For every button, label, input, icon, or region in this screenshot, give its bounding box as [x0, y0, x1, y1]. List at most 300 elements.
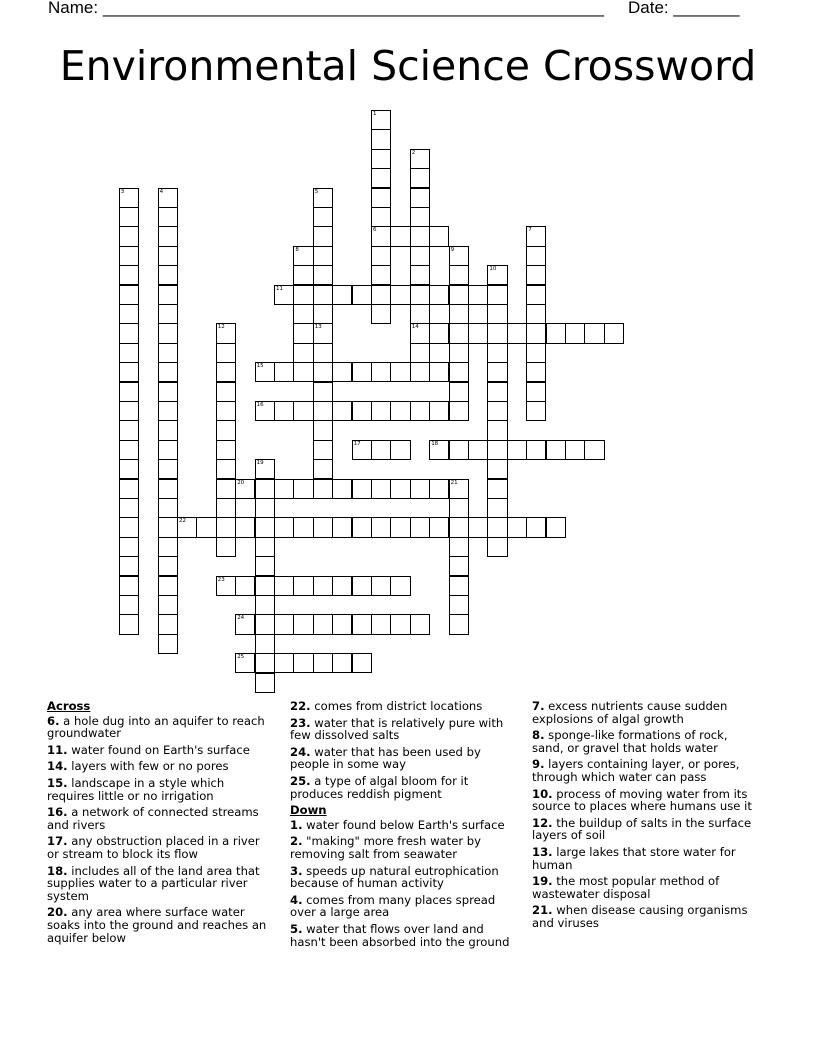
grid-cell[interactable]: [371, 304, 391, 324]
grid-cell[interactable]: [255, 634, 275, 654]
grid-cell[interactable]: [235, 576, 255, 596]
grid-cell[interactable]: [313, 382, 333, 402]
grid-cell[interactable]: [352, 653, 372, 673]
grid-cell[interactable]: [313, 459, 333, 479]
grid-cell[interactable]: [216, 420, 236, 440]
grid-cell[interactable]: [313, 188, 333, 208]
grid-cell[interactable]: [158, 382, 178, 402]
grid-cell[interactable]: [255, 556, 275, 576]
grid-cell[interactable]: [293, 246, 313, 266]
grid-cell[interactable]: [158, 343, 178, 363]
grid-cell[interactable]: [313, 362, 333, 382]
grid-cell[interactable]: [177, 517, 197, 537]
grid-cell[interactable]: [507, 517, 527, 537]
grid-cell[interactable]: [487, 401, 507, 421]
grid-cell[interactable]: [449, 614, 469, 634]
grid-cell[interactable]: [410, 168, 430, 188]
clue-number: 24.: [290, 744, 311, 759]
grid-cell[interactable]: [255, 362, 275, 382]
grid-cell[interactable]: [313, 265, 333, 285]
grid-cell[interactable]: [526, 343, 546, 363]
grid-cell[interactable]: [371, 479, 391, 499]
grid-cell[interactable]: [293, 265, 313, 285]
grid-cell[interactable]: [119, 420, 139, 440]
grid-cell[interactable]: [526, 517, 546, 537]
clue-number-label: 5: [314, 188, 319, 195]
grid-cell[interactable]: [526, 285, 546, 305]
grid-cell[interactable]: [449, 576, 469, 596]
grid-cell[interactable]: [526, 246, 546, 266]
grid-cell[interactable]: [313, 420, 333, 440]
grid-cell[interactable]: [410, 323, 430, 343]
grid-cell[interactable]: [293, 343, 313, 363]
grid-cell[interactable]: [313, 207, 333, 227]
grid-cell[interactable]: [429, 401, 449, 421]
grid-cell[interactable]: [119, 362, 139, 382]
clue-number-label: 4: [159, 188, 164, 195]
clue-number-label: 24: [237, 615, 245, 622]
grid-cell[interactable]: [410, 285, 430, 305]
grid-cell[interactable]: [274, 479, 294, 499]
grid-cell[interactable]: [371, 614, 391, 634]
grid-cell[interactable]: [390, 576, 410, 596]
grid-cell[interactable]: [119, 207, 139, 227]
grid-cell[interactable]: [235, 614, 255, 634]
grid-cell[interactable]: [119, 576, 139, 596]
grid-cell[interactable]: [274, 401, 294, 421]
grid-cell[interactable]: [216, 401, 236, 421]
grid-cell[interactable]: [332, 653, 352, 673]
grid-cell[interactable]: [449, 304, 469, 324]
grid-cell[interactable]: [235, 479, 255, 499]
grid-cell[interactable]: [158, 285, 178, 305]
grid-cell[interactable]: [371, 362, 391, 382]
grid-cell[interactable]: [313, 323, 333, 343]
grid-cell[interactable]: [449, 343, 469, 363]
clue-number: 1.: [290, 817, 303, 832]
grid-cell[interactable]: [449, 498, 469, 518]
grid-cell[interactable]: [371, 440, 391, 460]
grid-cell[interactable]: [487, 285, 507, 305]
grid-cell[interactable]: [216, 498, 236, 518]
grid-cell[interactable]: [158, 420, 178, 440]
grid-cell[interactable]: [274, 285, 294, 305]
grid-cell[interactable]: [371, 285, 391, 305]
clue-text: a hole dug into an aquifer to reach groundwater: [47, 713, 265, 741]
grid-cell[interactable]: [216, 382, 236, 402]
grid-cell[interactable]: [371, 188, 391, 208]
grid-cell[interactable]: [313, 343, 333, 363]
clue-text: a network of connected streams and rivers: [47, 805, 259, 832]
grid-cell[interactable]: [526, 323, 546, 343]
grid-cell[interactable]: [449, 479, 469, 499]
grid-cell[interactable]: [352, 479, 372, 499]
grid-cell[interactable]: [313, 304, 333, 324]
grid-cell[interactable]: [158, 188, 178, 208]
grid-cell[interactable]: [216, 362, 236, 382]
grid-cell[interactable]: [332, 614, 352, 634]
grid-cell[interactable]: [371, 129, 391, 149]
clue-number: 10.: [532, 786, 553, 801]
grid-cell[interactable]: [410, 614, 430, 634]
grid-cell[interactable]: [487, 498, 507, 518]
clue-number: 5.: [290, 921, 303, 936]
grid-cell[interactable]: [526, 401, 546, 421]
grid-cell[interactable]: [487, 517, 507, 537]
grid-cell[interactable]: [429, 362, 449, 382]
grid-cell[interactable]: [313, 246, 333, 266]
clue-number-label: 20: [237, 479, 245, 486]
grid-cell[interactable]: [352, 285, 372, 305]
grid-cell[interactable]: [158, 265, 178, 285]
grid-cell[interactable]: [410, 479, 430, 499]
grid-cell[interactable]: [487, 343, 507, 363]
name-label: Name:: [48, 0, 99, 17]
grid-cell[interactable]: [293, 401, 313, 421]
grid-cell[interactable]: [449, 595, 469, 615]
clue-number: 21.: [532, 903, 553, 918]
grid-cell[interactable]: [449, 556, 469, 576]
grid-cell[interactable]: [293, 576, 313, 596]
down-clue: [290, 923, 518, 948]
down-heading: Down: [290, 803, 327, 818]
across-clue: [47, 865, 275, 903]
grid-cell[interactable]: [158, 323, 178, 343]
grid-cell[interactable]: [352, 517, 372, 537]
grid-cell[interactable]: [313, 576, 333, 596]
grid-cell[interactable]: [371, 110, 391, 130]
clue-number-label: 22: [179, 518, 186, 525]
grid-cell[interactable]: [158, 614, 178, 634]
grid-cell[interactable]: [158, 362, 178, 382]
grid-cell[interactable]: [487, 382, 507, 402]
grid-cell[interactable]: [449, 285, 469, 305]
grid-cell[interactable]: [565, 440, 585, 460]
grid-cell[interactable]: [429, 285, 449, 305]
grid-cell[interactable]: [468, 323, 488, 343]
grid-cell[interactable]: [255, 459, 275, 479]
grid-cell[interactable]: [410, 265, 430, 285]
grid-cell[interactable]: [119, 537, 139, 557]
grid-cell[interactable]: [293, 614, 313, 634]
grid-cell[interactable]: [410, 149, 430, 169]
clue-number: 16.: [47, 805, 68, 820]
clue-number: 11.: [47, 742, 68, 757]
grid-cell[interactable]: [449, 382, 469, 402]
grid-cell[interactable]: [255, 653, 275, 673]
grid-cell[interactable]: [487, 265, 507, 285]
grid-cell[interactable]: [371, 576, 391, 596]
grid-cell[interactable]: [313, 479, 333, 499]
grid-cell[interactable]: [449, 362, 469, 382]
across-heading: Across: [47, 699, 91, 713]
clue-number: 20.: [47, 905, 68, 920]
grid-cell[interactable]: [119, 285, 139, 305]
grid-cell[interactable]: [487, 479, 507, 499]
grid-cell[interactable]: [313, 653, 333, 673]
grid-cell[interactable]: [158, 246, 178, 266]
grid-cell[interactable]: [410, 246, 430, 266]
grid-cell[interactable]: [274, 576, 294, 596]
grid-cell[interactable]: [390, 479, 410, 499]
grid-cell[interactable]: [255, 401, 275, 421]
grid-cell[interactable]: [216, 576, 236, 596]
grid-cell[interactable]: [216, 517, 236, 537]
grid-cell[interactable]: [216, 479, 236, 499]
across-clue: [290, 746, 518, 771]
across-clue: [290, 717, 518, 742]
grid-cell[interactable]: [332, 401, 352, 421]
grid-cell[interactable]: [119, 459, 139, 479]
grid-cell[interactable]: [390, 401, 410, 421]
grid-cell[interactable]: [119, 226, 139, 246]
grid-cell[interactable]: [352, 576, 372, 596]
grid-cell[interactable]: [487, 459, 507, 479]
clue-number: 25.: [290, 773, 311, 788]
grid-cell[interactable]: [390, 517, 410, 537]
grid-cell[interactable]: [507, 440, 527, 460]
grid-cell[interactable]: [565, 323, 585, 343]
grid-cell[interactable]: [449, 246, 469, 266]
clue-number-label: 19: [256, 460, 264, 467]
grid-cell[interactable]: [410, 401, 430, 421]
grid-cell[interactable]: [449, 537, 469, 557]
grid-cell[interactable]: [196, 517, 216, 537]
grid-cell[interactable]: [158, 498, 178, 518]
clue-text: comes from many places spread over a large area: [290, 892, 496, 920]
grid-cell[interactable]: [313, 614, 333, 634]
grid-cell[interactable]: [255, 673, 275, 693]
grid-cell[interactable]: [255, 576, 275, 596]
grid-cell[interactable]: [255, 498, 275, 518]
across-clue: [290, 775, 518, 800]
grid-cell[interactable]: [507, 323, 527, 343]
grid-cell[interactable]: [371, 265, 391, 285]
grid-cell[interactable]: [235, 517, 255, 537]
clue-number: 6.: [47, 713, 60, 728]
grid-cell[interactable]: [158, 556, 178, 576]
grid-cell[interactable]: [352, 362, 372, 382]
grid-cell[interactable]: [410, 362, 430, 382]
clue-number: 3.: [290, 863, 303, 878]
grid-cell[interactable]: [487, 537, 507, 557]
down-clue: [290, 835, 518, 860]
grid-cell[interactable]: [487, 440, 507, 460]
grid-cell[interactable]: [158, 440, 178, 460]
grid-cell[interactable]: [119, 401, 139, 421]
grid-cell[interactable]: [468, 285, 488, 305]
grid-cell[interactable]: [313, 285, 333, 305]
grid-cell[interactable]: [158, 576, 178, 596]
grid-cell[interactable]: [158, 517, 178, 537]
grid-cell[interactable]: [332, 285, 352, 305]
across-clue: [47, 777, 275, 802]
grid-cell[interactable]: [216, 343, 236, 363]
grid-cell[interactable]: [468, 440, 488, 460]
grid-cell[interactable]: [390, 614, 410, 634]
grid-cell[interactable]: [119, 595, 139, 615]
grid-cell[interactable]: [371, 168, 391, 188]
grid-cell[interactable]: [487, 323, 507, 343]
across-clue: [47, 806, 275, 831]
grid-cell[interactable]: [371, 517, 391, 537]
grid-cell[interactable]: [293, 517, 313, 537]
down-clue: [532, 846, 760, 871]
grid-cell[interactable]: [119, 323, 139, 343]
grid-cell[interactable]: [371, 207, 391, 227]
clue-number: 17.: [47, 834, 68, 849]
grid-cell[interactable]: [390, 285, 410, 305]
clue-text: any obstruction placed in a river or stream to block its flow: [47, 834, 260, 861]
grid-cell[interactable]: [119, 517, 139, 537]
grid-cell[interactable]: [255, 479, 275, 499]
grid-cell[interactable]: [293, 285, 313, 305]
grid-cell[interactable]: [371, 401, 391, 421]
grid-cell[interactable]: [546, 517, 566, 537]
grid-cell[interactable]: [410, 517, 430, 537]
grid-cell[interactable]: [158, 459, 178, 479]
grid-cell[interactable]: [313, 401, 333, 421]
grid-cell[interactable]: [390, 226, 410, 246]
grid-cell[interactable]: [274, 362, 294, 382]
grid-cell[interactable]: [119, 556, 139, 576]
grid-cell[interactable]: [293, 362, 313, 382]
clue-number: 2.: [290, 834, 303, 849]
grid-cell[interactable]: [313, 226, 333, 246]
grid-cell[interactable]: [352, 440, 372, 460]
grid-cell[interactable]: [158, 226, 178, 246]
grid-cell[interactable]: [449, 517, 469, 537]
grid-cell[interactable]: [216, 440, 236, 460]
grid-cell[interactable]: [332, 517, 352, 537]
grid-cell[interactable]: [255, 595, 275, 615]
down-clue: [532, 729, 760, 754]
grid-cell[interactable]: [546, 440, 566, 460]
grid-cell[interactable]: [158, 634, 178, 654]
grid-cell[interactable]: [526, 362, 546, 382]
grid-cell[interactable]: [352, 401, 372, 421]
grid-cell[interactable]: [119, 479, 139, 499]
grid-cell[interactable]: [449, 401, 469, 421]
grid-cell[interactable]: [487, 362, 507, 382]
grid-cell[interactable]: [313, 517, 333, 537]
clue-number-label: 23: [217, 576, 225, 583]
grid-cell[interactable]: [526, 440, 546, 460]
grid-cell[interactable]: [526, 382, 546, 402]
grid-cell[interactable]: [449, 323, 469, 343]
clue-number-label: 2: [411, 149, 416, 156]
grid-cell[interactable]: [449, 265, 469, 285]
grid-cell[interactable]: [546, 323, 566, 343]
grid-cell[interactable]: [235, 653, 255, 673]
grid-cell[interactable]: [216, 537, 236, 557]
down-clue: [290, 819, 518, 832]
grid-cell[interactable]: [429, 440, 449, 460]
grid-cell[interactable]: [293, 479, 313, 499]
clue-number-label: 12: [217, 324, 225, 331]
grid-cell[interactable]: [429, 226, 449, 246]
clue-number-label: 25: [237, 654, 245, 661]
clue-number: 12.: [532, 815, 553, 830]
grid-cell[interactable]: [468, 517, 488, 537]
grid-cell[interactable]: [332, 362, 352, 382]
grid-cell[interactable]: [293, 323, 313, 343]
grid-cell[interactable]: [313, 440, 333, 460]
grid-cell[interactable]: [119, 304, 139, 324]
grid-cell[interactable]: [158, 595, 178, 615]
grid-cell[interactable]: [332, 479, 352, 499]
grid-cell[interactable]: [429, 517, 449, 537]
grid-cell[interactable]: [119, 343, 139, 363]
grid-cell[interactable]: [119, 188, 139, 208]
grid-cell[interactable]: [119, 246, 139, 266]
grid-cell[interactable]: [216, 323, 236, 343]
grid-cell[interactable]: [410, 188, 430, 208]
grid-cell[interactable]: [410, 343, 430, 363]
grid-cell[interactable]: [390, 440, 410, 460]
grid-cell[interactable]: [487, 304, 507, 324]
grid-cell[interactable]: [352, 614, 372, 634]
clue-text: process of moving water from its source to places where humans use it: [532, 786, 752, 814]
grid-cell[interactable]: [526, 304, 546, 324]
grid-cell[interactable]: [293, 304, 313, 324]
grid-cell[interactable]: [410, 226, 430, 246]
grid-cell[interactable]: [216, 459, 236, 479]
grid-cell[interactable]: [255, 517, 275, 537]
grid-cell[interactable]: [274, 653, 294, 673]
grid-cell[interactable]: [526, 265, 546, 285]
grid-cell[interactable]: [371, 149, 391, 169]
clue-number: 8.: [532, 728, 545, 743]
grid-cell[interactable]: [584, 323, 604, 343]
grid-cell[interactable]: [390, 362, 410, 382]
grid-cell[interactable]: [119, 440, 139, 460]
grid-cell[interactable]: [158, 401, 178, 421]
grid-cell[interactable]: [410, 207, 430, 227]
grid-cell[interactable]: [429, 479, 449, 499]
clue-number-label: 6: [373, 227, 377, 234]
grid-cell[interactable]: [410, 304, 430, 324]
grid-cell[interactable]: [255, 614, 275, 634]
grid-cell[interactable]: [119, 265, 139, 285]
clue-number-label: 1: [373, 111, 377, 117]
grid-cell[interactable]: [449, 440, 469, 460]
grid-cell[interactable]: [119, 382, 139, 402]
grid-cell[interactable]: [158, 537, 178, 557]
grid-cell[interactable]: [526, 226, 546, 246]
grid-cell[interactable]: [274, 517, 294, 537]
across-clue: [47, 906, 275, 944]
grid-cell[interactable]: [158, 207, 178, 227]
grid-cell[interactable]: [371, 226, 391, 246]
grid-cell[interactable]: [604, 323, 624, 343]
grid-cell[interactable]: [158, 304, 178, 324]
clue-text: includes all of the land area that supplies water to a particular river system: [47, 863, 260, 903]
grid-cell[interactable]: [158, 479, 178, 499]
grid-cell[interactable]: [274, 614, 294, 634]
grid-cell[interactable]: [119, 498, 139, 518]
grid-cell[interactable]: [119, 614, 139, 634]
grid-cell[interactable]: [487, 420, 507, 440]
grid-cell[interactable]: [371, 246, 391, 266]
grid-cell[interactable]: [584, 440, 604, 460]
grid-cell[interactable]: [429, 323, 449, 343]
grid-cell[interactable]: [332, 576, 352, 596]
clue-text: the most popular method of wastewater disposal: [532, 874, 720, 901]
grid-cell[interactable]: [293, 653, 313, 673]
down-clue: [290, 865, 518, 890]
grid-cell[interactable]: [255, 537, 275, 557]
